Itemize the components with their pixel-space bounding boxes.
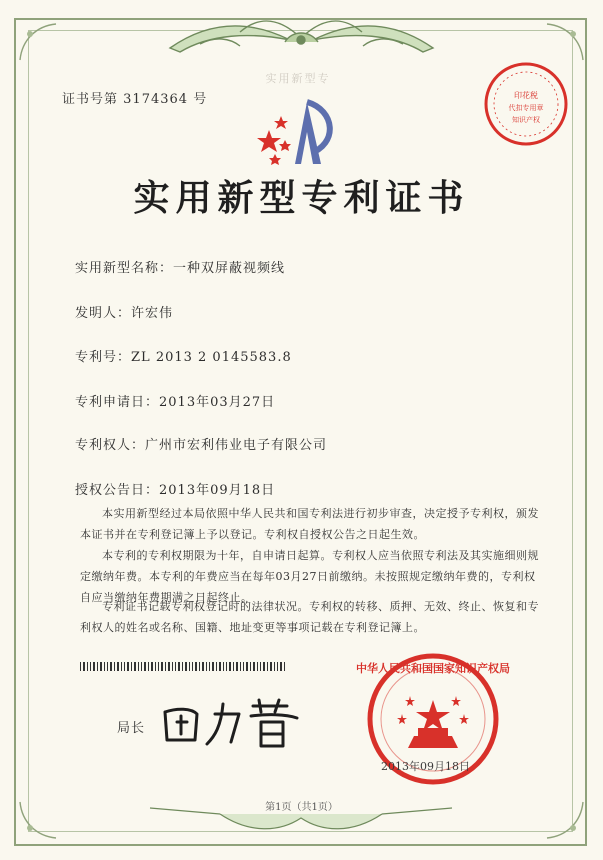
field-label: 授权公告日：: [75, 483, 160, 498]
svg-text:代扣专用章: 代扣专用章: [508, 104, 544, 112]
seal-date: 2013年09月18日: [381, 760, 470, 773]
field-label: 发明人：: [75, 306, 132, 321]
field-label: 专利号：: [75, 350, 132, 365]
field-value: ZL 2013 2 0145583.8: [131, 350, 292, 365]
seal-text: 中华人民共和国国家知识产权局: [356, 662, 510, 675]
barcode-icon: [80, 662, 286, 671]
field-value: 广州市宏利伟业电子有限公司: [145, 438, 328, 453]
certificate-number-label: 证书号第: [62, 92, 119, 107]
agency-seal-icon: [482, 60, 570, 148]
field-label: 实用新型名称：: [75, 261, 174, 276]
director-signature-icon: [157, 692, 307, 752]
field-value: 许宏伟: [131, 306, 174, 321]
body-paragraph: 本专利的专利权期限为十年，自申请日起算。专利权人应当依照专利法及其实施细则规定缴纳年费。本专利的年费应当在每年03月27日前缴纳。未按照规定缴纳年费的，专利权自应当缴纳年费期满之日起终止。: [80, 549, 539, 604]
field-filing-date: [75, 391, 275, 410]
corner-ornament-icon: [545, 22, 585, 62]
field-grant-date: [75, 479, 275, 498]
emblem-header-text: 实用新型专: [265, 72, 331, 85]
body-paragraph: 本实用新型经过本局依照中华人民共和国专利法进行初步审查，决定授予专利权，颁发本证书并在专利登记簿上予以登记。专利权自授权公告之日起生效。: [80, 507, 539, 541]
field-label: 专利申请日：: [75, 395, 160, 410]
field-utility-model-name: [75, 257, 285, 276]
certificate-number: [62, 88, 207, 107]
field-value: 一种双屏蔽视频线: [173, 261, 286, 276]
field-label: 专利权人：: [75, 438, 146, 453]
body-paragraph: 专利证书记载专利权登记时的法律状况。专利权的转移、质押、无效、终止、恢复和专利权人的姓名或名称、国籍、地址变更等事项记载在专利登记簿上。: [80, 600, 539, 634]
page-number: 第1页（共1页）: [265, 802, 338, 813]
certificate-title: 实用新型专利证书: [133, 177, 470, 219]
field-patentee: [75, 434, 327, 453]
field-value: 2013年09月18日: [159, 483, 276, 498]
director-label: 局长: [117, 721, 146, 736]
certificate-number-value: 3174364: [123, 92, 189, 107]
patent-office-emblem-icon: [255, 92, 345, 172]
corner-ornament-icon: [18, 22, 58, 62]
field-inventor: [75, 302, 173, 321]
field-patent-number: [75, 346, 292, 365]
svg-text:知识产权: 知识产权: [512, 116, 540, 124]
certificate-number-suffix: 号: [193, 92, 208, 107]
svg-text:印花税: 印花税: [514, 91, 538, 100]
field-value: 2013年03月27日: [159, 395, 276, 410]
